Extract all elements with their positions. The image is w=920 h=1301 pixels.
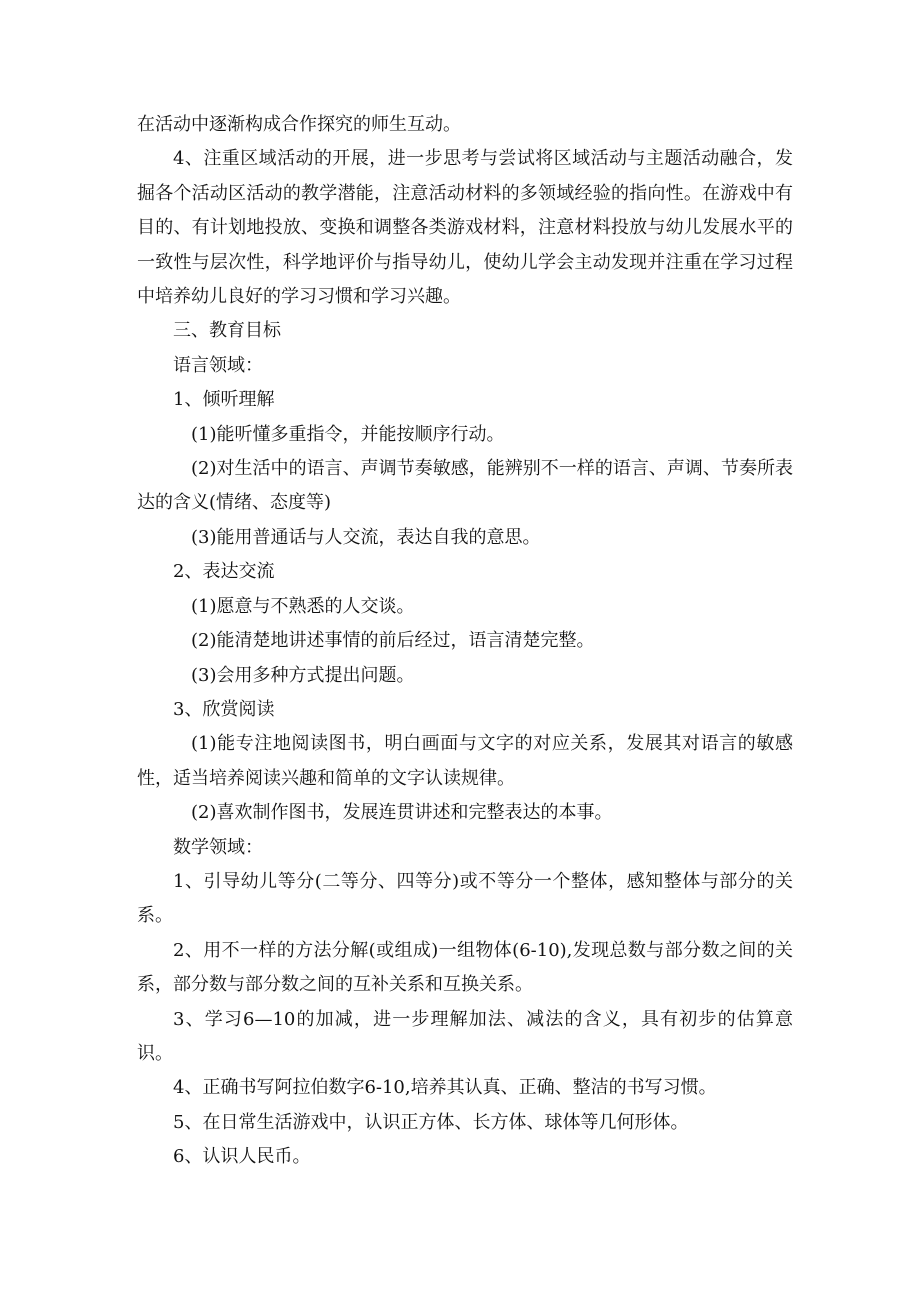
subitem-listening-1: (1)能听懂多重指令，并能按顺序行动。	[191, 423, 505, 445]
math-item-5: 5、在日常生活游戏中，认识正方体、长方体、球体等几何形体。	[173, 1111, 689, 1133]
paragraph-continuation: 在活动中逐渐构成合作探究的师生互动。	[137, 114, 461, 135]
subitem-expression-2: (2)能清楚地讲述事情的前后经过，语言清楚完整。	[191, 630, 595, 652]
subheading-math-domain: 数学领域：	[173, 836, 263, 858]
math-item-1: 1、引导幼儿等分(二等分、四等分)或不等分一个整体，感知整体与部分的关系。	[137, 870, 793, 927]
subitem-reading-1: (1)能专注地阅读图书，明白画面与文字的对应关系，发展其对语言的敏感性，适当培养阅读兴趣和简单的文字认读规律。	[137, 733, 793, 789]
subitem-listening-2: (2)对生活中的语言、声调节奏敏感，能辨别不一样的语言、声调、节奏所表达的含义(情绪、态度等)	[137, 458, 793, 514]
subitem-listening-3: (3)能用普通话与人交流，表达自我的意思。	[191, 526, 541, 548]
math-item-3: 3、学习6—10的加减，进一步理解加法、减法的含义，具有初步的估算意识。	[137, 1008, 793, 1064]
subitem-reading-2: (2)喜欢制作图书，发展连贯讲述和完整表达的本事。	[191, 802, 613, 824]
document-page	[137, 108, 793, 1175]
item-reading: 3、欣赏阅读	[173, 698, 275, 720]
section-heading-education-goals: 三、教育目标	[173, 320, 281, 342]
paragraph-item-4: 4、注重区域活动的开展，进一步思考与尝试将区域活动与主题活动融合，发掘各个活动区活动的教学潜能，注意活动材料的多领域经验的指向性。在游戏中有目的、有计划地投放、变换和调整各类游戏材料，注意材料投放与幼儿发展水平的一致性与层次性，科学地评价与指导幼儿，使幼儿学会主动发现并注重在学习过程中培养幼儿良好的学习习惯和学习兴趣。	[137, 148, 793, 308]
subitem-expression-1: (1)愿意与不熟悉的人交谈。	[191, 595, 415, 617]
subheading-language-domain: 语言领域：	[173, 354, 263, 376]
math-item-2: 2、用不一样的方法分解(或组成)一组物体(6-10),发现总数与部分数之间的关系，部分数与部分数之间的互补关系和互换关系。	[137, 939, 793, 996]
subitem-expression-3: (3)会用多种方式提出问题。	[191, 664, 415, 686]
math-item-6: 6、认识人民币。	[173, 1146, 311, 1168]
math-item-4: 4、正确书写阿拉伯数字6-10,培养其认真、正确、整洁的书写习惯。	[173, 1077, 717, 1099]
item-expression: 2、表达交流	[173, 561, 275, 583]
item-listening: 1、倾听理解	[173, 389, 275, 411]
